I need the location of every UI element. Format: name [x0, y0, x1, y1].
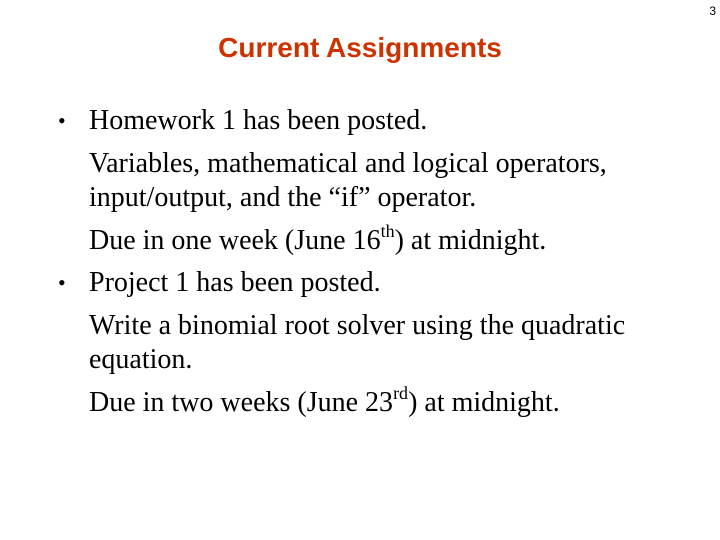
due-prefix: Due in one week (June 16: [89, 225, 381, 256]
bullet-item-homework: [58, 104, 698, 258]
bullet-description: Variables, mathematical and logical operators, input/output, and the “if” operator.: [89, 148, 607, 213]
due-prefix: Due in two weeks (June 23: [89, 387, 394, 418]
due-ordinal: th: [380, 221, 395, 241]
page-number: 3: [709, 4, 716, 18]
due-suffix: ) at midnight.: [408, 387, 560, 418]
bullet-due-date: [89, 383, 698, 420]
bullet-description: Write a binomial root solver using the quadratic equation.: [89, 310, 626, 375]
bullet-dot-icon: •: [58, 270, 66, 295]
bullet-dot-icon: •: [58, 108, 66, 133]
bullet-due-date: [89, 221, 698, 258]
due-ordinal: rd: [393, 383, 409, 403]
bullet-item-project: [58, 266, 698, 420]
slide-title: Current Assignments: [218, 32, 502, 63]
due-suffix: ) at midnight.: [394, 225, 547, 256]
bullet-heading: Project 1 has been posted.: [89, 267, 381, 298]
bullet-heading: Homework 1 has been posted.: [89, 105, 428, 136]
assignment-list: [58, 104, 698, 428]
